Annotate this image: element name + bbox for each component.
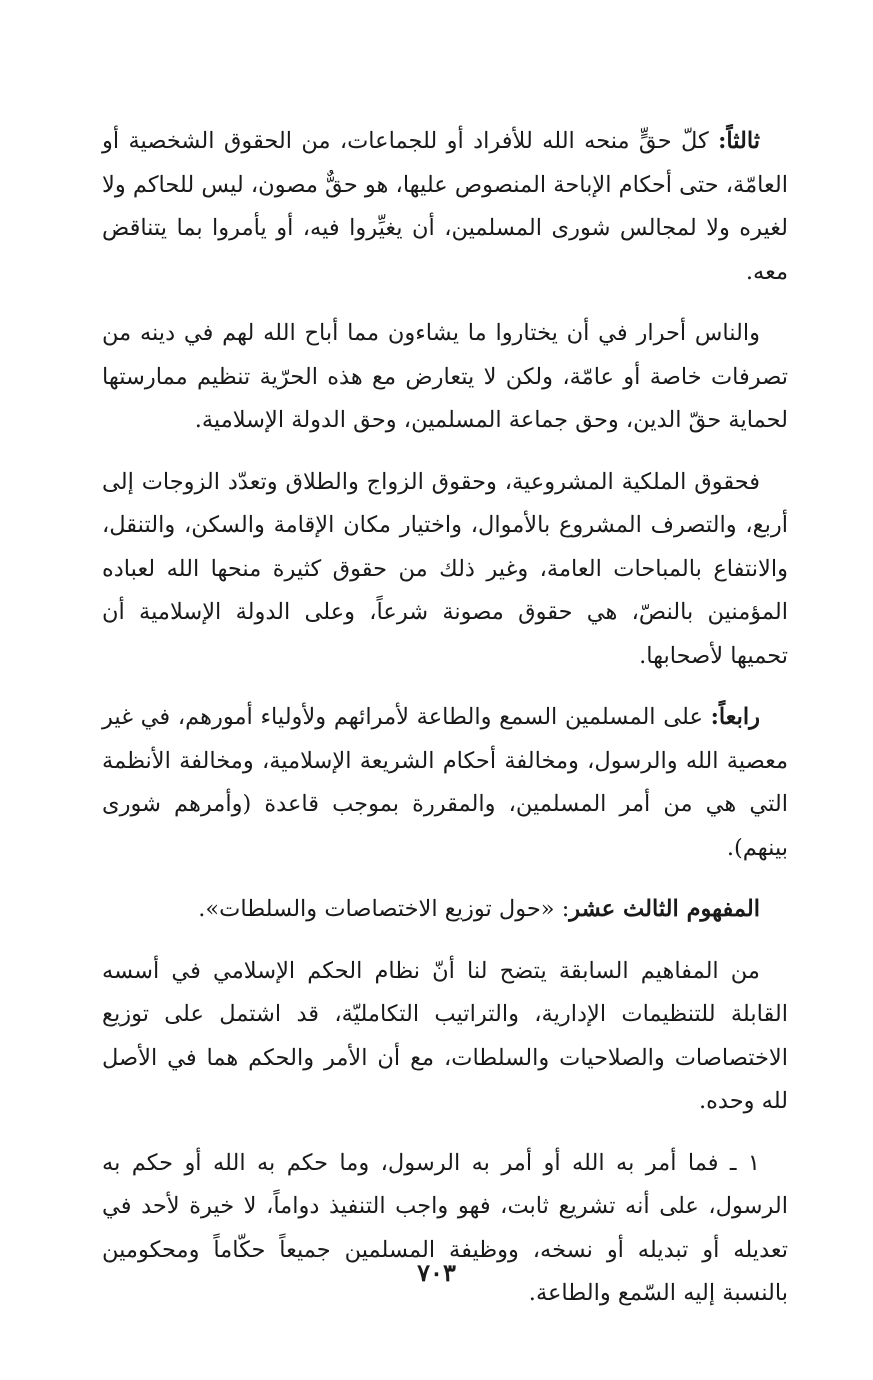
paragraph-third (102, 120, 788, 294)
paragraph-concepts (102, 950, 788, 1124)
paragraph-text: كلّ حقٍّ منحه الله للأفراد أو للجماعات، من الحقوق الشخصية أو العامّة، حتى أحكام الإباحة المنصوص عليها، هو حقٌّ مصون، ليس للحاكم ولا لغيره ولا لمجالس شورى المسلمين، أن يغيِّروا فيه، أو يأمروا بما يتناقض معه. (102, 128, 788, 285)
paragraph-rights (102, 461, 788, 679)
paragraph-lead: رابعاً: (710, 704, 760, 730)
paragraph-text: على المسلمين السمع والطاعة لأمرائهم ولأولياء أمورهم، في غير معصية الله والرسول، ومخالفة أحكام الشريعة الإسلامية، ومخالفة الأنظمة التي هي من أمر المسلمين، والمقررة بموجب قاعدة (وأمرهم شورى بينهم). (102, 704, 788, 861)
paragraph-item-1 (102, 1142, 788, 1316)
paragraph-text: من المفاهيم السابقة يتضح لنا أنّ نظام الحكم الإسلامي في أسسه القابلة للتنظيمات الإدارية، والتراتيب التكامليّة، قد اشتمل على توزيع الاختصاصات والصلاحيات والسلطات، مع أن الأمر والحكم هما في الأصل لله وحده. (102, 957, 788, 1114)
heading-text: : «حول توزيع الاختصاصات والسلطات». (198, 896, 570, 922)
page-number: ٧٠٣ (417, 1258, 456, 1287)
paragraph-freedom (102, 312, 788, 443)
paragraph-fourth (102, 696, 788, 870)
heading-lead: المفهوم الثالث عشر (569, 896, 760, 922)
page-body (102, 120, 788, 1334)
paragraph-lead: ثالثاً: (718, 128, 760, 154)
paragraph-text: والناس أحرار في أن يختاروا ما يشاءون مما أباح الله لهم في دينه من تصرفات خاصة أو عامّة، ولكن لا يتعارض مع هذه الحرّية تنظيم ممارستها لحماية حقّ الدين، وحق جماعة المسلمين، وحق الدولة الإسلامية. (102, 320, 788, 433)
section-heading (102, 888, 788, 932)
paragraph-text: ١ ـ فما أمر به الله أو أمر به الرسول، وما حكم به الله أو حكم به الرسول، على أنه تشريع ثابت، فهو واجب التنفيذ دواماً، لا خيرة لأحد في تعديله أو تبديله أو نسخه، ووظيفة المسلمين جميعاً حكّاماً ومحكومين بالنسبة إليه السّمع والطاعة. (102, 1149, 788, 1306)
paragraph-text: فحقوق الملكية المشروعية، وحقوق الزواج والطلاق وتعدّد الزوجات إلى أربع، والتصرف المشروع بالأموال، واختيار مكان الإقامة والسكن، والتنقل، والانتفاع بالمباحات العامة، وغير ذلك من حقوق كثيرة منحها الله لعباده المؤمنين بالنصّ، هي حقوق مصونة شرعاً، وعلى الدولة الإسلامية أن تحميها لأصحابها. (102, 468, 788, 669)
